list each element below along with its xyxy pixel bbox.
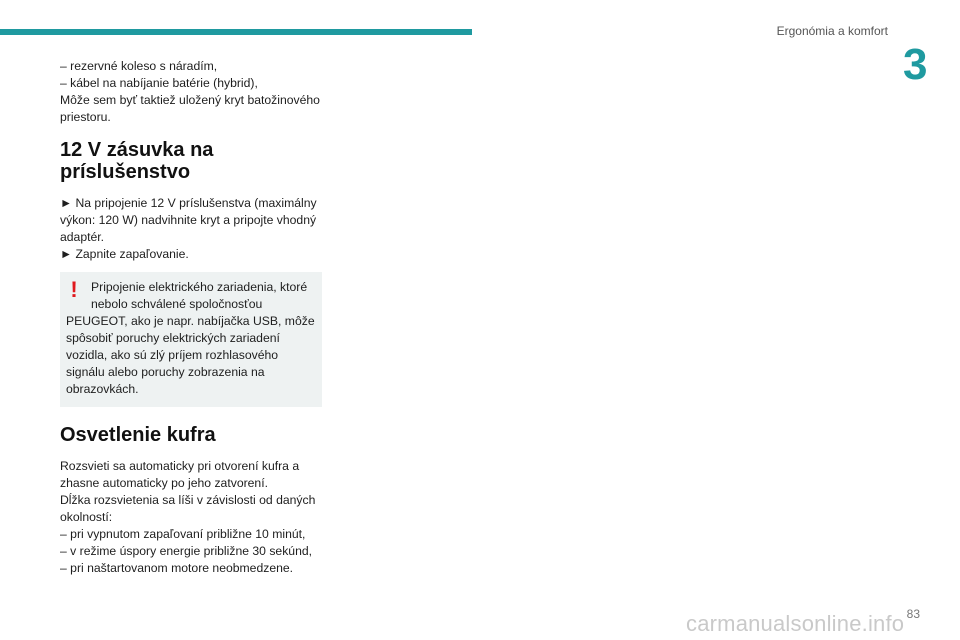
- intro-text: Môže sem byť taktiež uložený kryt batožinového priestoru.: [60, 93, 320, 124]
- header-accent-bar: [0, 29, 472, 35]
- socket-step: ► Na pripojenie 12 V príslušenstva (maximálny výkon: 120 W) nadvihnite kryt a pripojte vhodný adaptér.: [60, 196, 317, 244]
- warning-box: [60, 272, 322, 407]
- lighting-heading: Osvetlenie kufra: [60, 424, 216, 446]
- page-number: 83: [906, 607, 920, 621]
- watermark: carmanualsonline.info: [686, 611, 905, 636]
- warning-text-first: Pripojenie elektrického zariadenia, ktoré nebolo schválené spoločnosťou: [91, 280, 308, 311]
- section-title: Ergonómia a komfort: [776, 24, 888, 38]
- lighting-item: – pri vypnutom zapaľovaní približne 10 minút,: [60, 527, 306, 541]
- lighting-text: Rozsvieti sa automaticky pri otvorení kufra a zhasne automaticky po jeho zatvorení.: [60, 459, 300, 490]
- lighting-item: – pri naštartovanom motore neobmedzene.: [60, 561, 294, 575]
- lighting-item: – v režime úspory energie približne 30 sekúnd,: [60, 544, 313, 558]
- warning-text-rest: PEUGEOT, ako je napr. nabíjačka USB, môže spôsobiť poruchy elektrických zariadení vozidla, ako sú zlý príjem rozhlasového signálu alebo poruchy zobrazenia na obrazovkách.: [66, 314, 315, 396]
- intro-item: – rezervné koleso s náradím,: [60, 59, 218, 73]
- warning-exclamation-icon: !: [70, 277, 78, 302]
- socket-step: ► Zapnite zapaľovanie.: [60, 247, 189, 261]
- chapter-number: 3: [903, 40, 928, 89]
- content-column: [60, 58, 322, 577]
- intro-item: – kábel na nabíjanie batérie (hybrid),: [60, 76, 258, 90]
- socket-heading: 12 V zásuvka na príslušenstvo: [60, 139, 214, 183]
- lighting-text: Dĺžka rozsvietenia sa líši v závislosti od daných okolností:: [60, 493, 316, 524]
